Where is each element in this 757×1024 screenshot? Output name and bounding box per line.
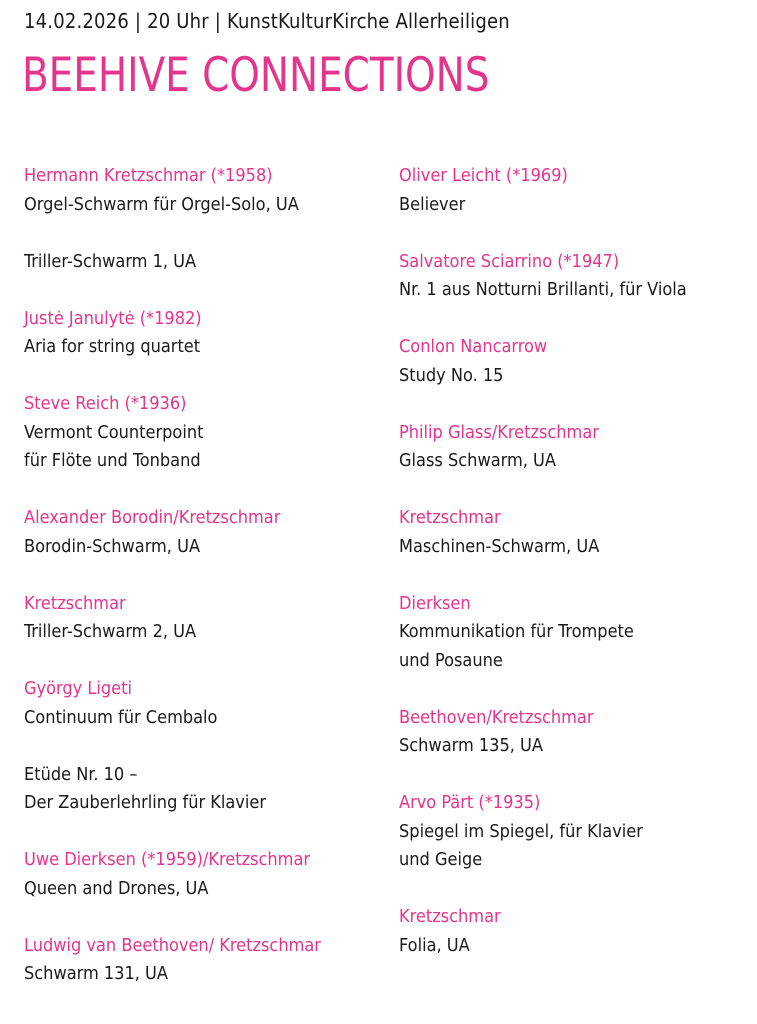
- entry-spacer: [24, 276, 384, 305]
- work-title: Schwarm 135, UA: [399, 735, 543, 756]
- event-info: 14.02.2026 | 20 Uhr | KunstKulturKirche Allerheiligen: [24, 9, 510, 33]
- program-entry: [24, 846, 384, 932]
- program-entry: [399, 903, 749, 960]
- entry-spacer: [399, 875, 749, 904]
- entry-spacer: [399, 476, 749, 505]
- work-title: Glass Schwarm, UA: [399, 450, 556, 471]
- program-entry: [399, 704, 749, 790]
- composer-name: Kretzschmar: [399, 906, 501, 927]
- work-title: Queen and Drones, UA: [24, 877, 209, 899]
- composer-name: Arvo Pärt (*1935): [399, 792, 541, 813]
- entry-spacer: [24, 561, 384, 590]
- program-entry: [24, 675, 384, 846]
- composer-name: Kretzschmar: [24, 592, 126, 614]
- program-entry: [24, 305, 384, 391]
- program-column-right: [399, 162, 749, 960]
- program-entry: [399, 789, 749, 903]
- work-title: Spiegel im Spiegel, für Klavier: [399, 820, 643, 842]
- work-title: Vermont Counterpoint: [24, 421, 204, 443]
- program-entry: [24, 590, 384, 676]
- entry-spacer: [399, 561, 749, 590]
- work-title: Schwarm 131, UA: [24, 963, 168, 984]
- composer-name: Beethoven/Kretzschmar: [399, 706, 594, 728]
- work-title: Der Zauberlehrling für Klavier: [24, 792, 266, 813]
- work-title: Folia, UA: [399, 934, 470, 956]
- composer-name: Oliver Leicht (*1969): [399, 165, 568, 186]
- work-title: Borodin-Schwarm, UA: [24, 535, 201, 557]
- composer-name: Salvatore Sciarrino (*1947): [399, 250, 620, 272]
- composer-name: Uwe Dierksen (*1959)/Kretzschmar: [24, 849, 311, 870]
- work-title: Believer: [399, 193, 466, 215]
- entry-spacer: [399, 761, 749, 790]
- program-entry: [24, 390, 384, 504]
- work-title: Aria for string quartet: [24, 336, 201, 357]
- program-entry: [399, 162, 749, 248]
- work-title: Triller-Schwarm 1, UA: [24, 250, 197, 272]
- composer-name: Hermann Kretzschmar (*1958): [24, 165, 273, 186]
- program-entry: [24, 504, 384, 590]
- work-title: Triller-Schwarm 2, UA: [24, 621, 197, 642]
- work-title: für Flöte und Tonband: [24, 450, 201, 471]
- work-title: und Geige: [399, 849, 483, 870]
- work-title: Etüde Nr. 10 –: [24, 763, 138, 785]
- composer-name: Ludwig van Beethoven/ Kretzschmar: [24, 934, 321, 956]
- entry-spacer: [24, 476, 384, 505]
- work-title: [24, 219, 384, 248]
- composer-name: György Ligeti: [24, 678, 132, 699]
- composer-name: Justė Janulytė (*1982): [24, 307, 202, 329]
- composer-name: Conlon Nancarrow: [399, 336, 548, 357]
- work-title: Orgel-Schwarm für Orgel-Solo, UA: [24, 193, 299, 215]
- program-entry: [399, 504, 749, 590]
- composer-name: Philip Glass/Kretzschmar: [399, 421, 599, 443]
- entry-spacer: [24, 362, 384, 391]
- entry-spacer: [399, 675, 749, 704]
- work-title: Nr. 1 aus Notturni Brillanti, für Viola: [399, 279, 687, 300]
- program-entry: [399, 590, 749, 704]
- work-title: Continuum für Cembalo: [24, 706, 218, 728]
- work-title: Maschinen-Schwarm, UA: [399, 535, 600, 557]
- composer-name: Alexander Borodin/Kretzschmar: [24, 507, 281, 528]
- entry-spacer: [399, 305, 749, 334]
- entry-spacer: [24, 647, 384, 676]
- entry-spacer: [24, 818, 384, 847]
- page-title: BEEHIVE CONNECTIONS: [22, 48, 490, 103]
- program-entry: [24, 932, 384, 989]
- work-title: [24, 732, 384, 761]
- entry-spacer: [399, 219, 749, 248]
- program-entry: [399, 419, 749, 505]
- composer-name: Dierksen: [399, 592, 471, 614]
- program-entry: [399, 333, 749, 419]
- program-column-left: [24, 162, 384, 989]
- work-title: und Posaune: [399, 649, 503, 671]
- composer-name: Steve Reich (*1936): [24, 393, 187, 414]
- program-entry: [24, 162, 384, 305]
- work-title: Kommunikation für Trompete: [399, 621, 634, 642]
- work-title: Study No. 15: [399, 364, 504, 386]
- entry-spacer: [24, 903, 384, 932]
- program-entry: [399, 248, 749, 334]
- composer-name: Kretzschmar: [399, 507, 501, 528]
- entry-spacer: [399, 390, 749, 419]
